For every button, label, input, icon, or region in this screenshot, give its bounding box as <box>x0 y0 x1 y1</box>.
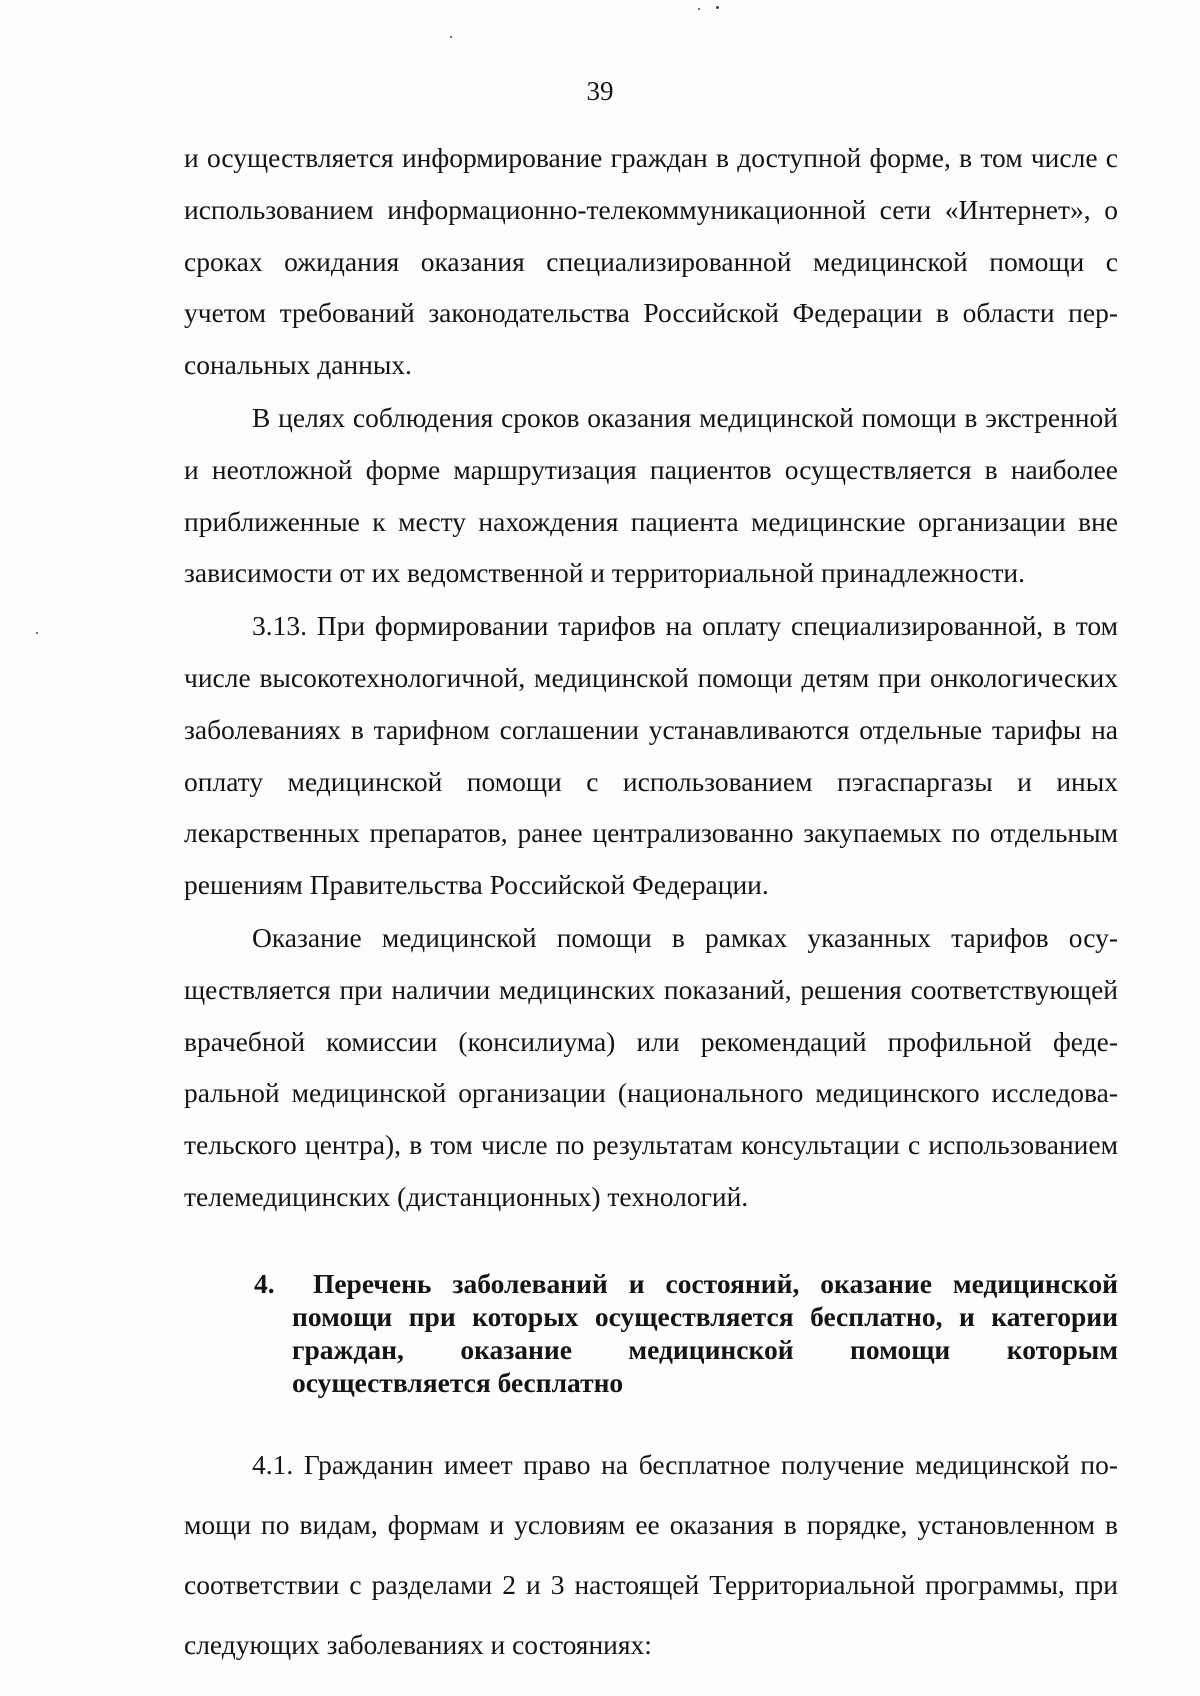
scan-speck <box>450 36 452 38</box>
scan-speck <box>36 632 38 634</box>
document-body <box>184 132 1118 1675</box>
section-heading <box>184 1267 1118 1399</box>
scan-speck <box>716 6 719 9</box>
paragraph-continuation: и осуществляется информирование граждан в доступной форме, в том числе с использованием информационно-телекоммуникационной сети «Интернет», о сроках ожидания оказания специализированной медицинской помощи с учетом требований законодательства Российской Федерации в области персональных данных. <box>184 142 1118 381</box>
paragraph-3-13: 3.13. При формировании тарифов на оплату специализированной, в том числе высокотехнологичной, медицинской помощи детям при онкологических заболеваниях в тарифном соглашении устанавливаются отдельные тарифы на оплату медицинской помощи с использованием пэгаспаргазы и иных лекарственных препаратов, ранее централизованно закупаемых по отдельным решениям Правительства Российской Федерации. <box>184 610 1118 901</box>
paragraph-routing: В целях соблюдения сроков оказания медицинской помощи в экстренной и неотложной форме маршрутизация пациентов осуществляется в наиболее приближенные к месту нахождения пациента медицинские организации вне зависимости от их ведомственной и территориальной принадлежности. <box>184 401 1118 589</box>
paragraph-4-1: 4.1. Гражданин имеет право на бесплатное получение медицинской помощи по видам, формам и условиям ее оказания в порядке, установленном в соответствии с разделами 2 и 3 настоящей Территориальной программы, при следующих заболеваниях и состояниях: <box>184 1448 1118 1660</box>
scan-speck <box>698 8 700 10</box>
section-number: 4. <box>254 1267 275 1299</box>
paragraph-tariffs: Оказание медицинской помощи в рамках указанных тарифов осуществляется при наличии медицинских показаний, решения соответствующей врачебной комиссии (консилиума) или рекомендаций профильной федеральной медицинской организации (национального медицинского исследовательского центра), в том числе по результатам консультации с использованием телемедицинских (дистанционных) технологий. <box>184 921 1118 1212</box>
section-title: Перечень заболеваний и состояний, оказание медицинской помощи при которых осуществляется бесплатно, и категории граждан, оказание медицинской помощи которым осуществляется бесплатно <box>292 1267 1119 1398</box>
page-number: 39 <box>586 76 614 106</box>
